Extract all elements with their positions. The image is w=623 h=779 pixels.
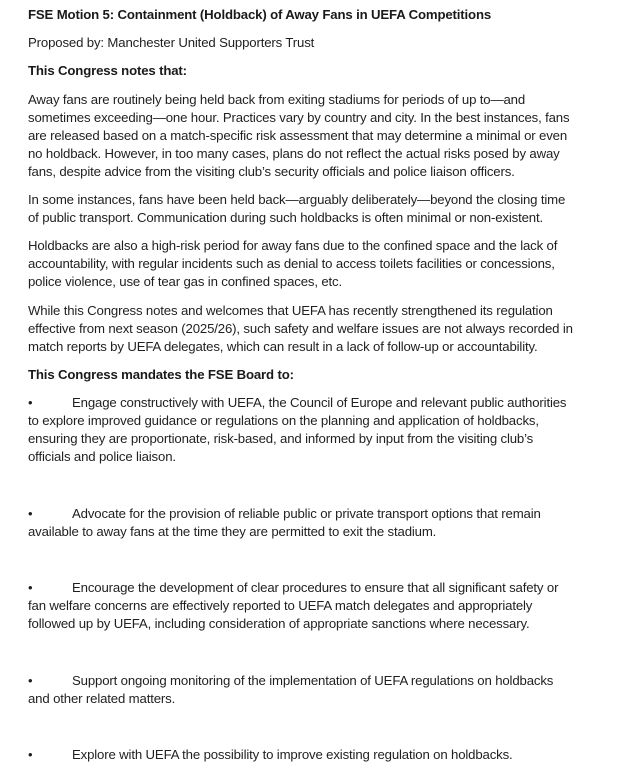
document-title: FSE Motion 5: Containment (Holdback) of Away Fans in UEFA Competitions bbox=[28, 7, 492, 22]
bullet-icon: • bbox=[28, 506, 33, 521]
list-item-line: Support ongoing monitoring of the implementation of UEFA regulations on holdbacks bbox=[72, 673, 554, 688]
list-item-line: followed up by UEFA, including consideration of appropriate sanctions where necessary. bbox=[28, 616, 530, 631]
list-item-line: officials and police liaison. bbox=[28, 449, 176, 464]
proposed-by: Proposed by: Manchester United Supporters Trust bbox=[28, 35, 315, 50]
list-item-line: fan welfare concerns are effectively reported to UEFA match delegates and appropriately bbox=[28, 598, 533, 613]
list-item-line: and other related matters. bbox=[28, 691, 176, 706]
paragraph-line: fans, despite advice from the visiting club’s security officials and police liaison officers. bbox=[28, 164, 515, 179]
list-item-line: Encourage the development of clear procedures to ensure that all significant safety or bbox=[72, 580, 559, 595]
paragraph-line: match reports by UEFA delegates, which can result in a lack of follow-up or accountability. bbox=[28, 339, 538, 354]
mandates-heading: This Congress mandates the FSE Board to: bbox=[28, 367, 294, 382]
paragraph-line: no holdback. However, in too many cases, plans do not reflect the actual risks posed by away bbox=[28, 146, 560, 161]
bullet-icon: • bbox=[28, 747, 33, 762]
paragraph-line: police violence, use of tear gas in confined spaces, etc. bbox=[28, 274, 343, 289]
paragraph-line: effective from next season (2025/26), such safety and welfare issues are not always recorded in bbox=[28, 321, 573, 336]
paragraph-line: are released based on a match-specific risk assessment that may determine a minimal or even bbox=[28, 128, 568, 143]
paragraph-line: of public transport. Communication during such holdbacks is often minimal or non-existent. bbox=[28, 210, 543, 225]
list-item-line: Engage constructively with UEFA, the Council of Europe and relevant public authorities bbox=[72, 395, 567, 410]
list-item-line: ensuring they are proportionate, risk-based, and informed by input from the visiting club’s bbox=[28, 431, 534, 446]
list-item-line: Explore with UEFA the possibility to improve existing regulation on holdbacks. bbox=[72, 747, 513, 762]
bullet-icon: • bbox=[28, 395, 33, 410]
paragraph-line: accountability, with regular incidents such as denial to access toilets facilities or concessions, bbox=[28, 256, 555, 271]
list-item-line: available to away fans at the time they are permitted to exit the stadium. bbox=[28, 524, 437, 539]
bullet-icon: • bbox=[28, 580, 33, 595]
list-item-line: to explore improved guidance or regulations on the planning and application of holdbacks, bbox=[28, 413, 539, 428]
list-item-line: Advocate for the provision of reliable public or private transport options that remain bbox=[72, 506, 541, 521]
paragraph-line: While this Congress notes and welcomes that UEFA has recently strengthened its regulation bbox=[28, 303, 553, 318]
paragraph-line: Holdbacks are also a high-risk period for away fans due to the confined space and the lack of bbox=[28, 238, 558, 253]
bullet-icon: • bbox=[28, 673, 33, 688]
paragraph-line: sometimes exceeding—one hour. Practices vary by country and city. In the best instances, fans bbox=[28, 110, 570, 125]
paragraph-line: Away fans are routinely being held back from exiting stadiums for periods of up to—and bbox=[28, 92, 526, 107]
paragraph-line: In some instances, fans have been held back—arguably deliberately—beyond the closing time bbox=[28, 192, 566, 207]
notes-heading: This Congress notes that: bbox=[28, 63, 187, 78]
